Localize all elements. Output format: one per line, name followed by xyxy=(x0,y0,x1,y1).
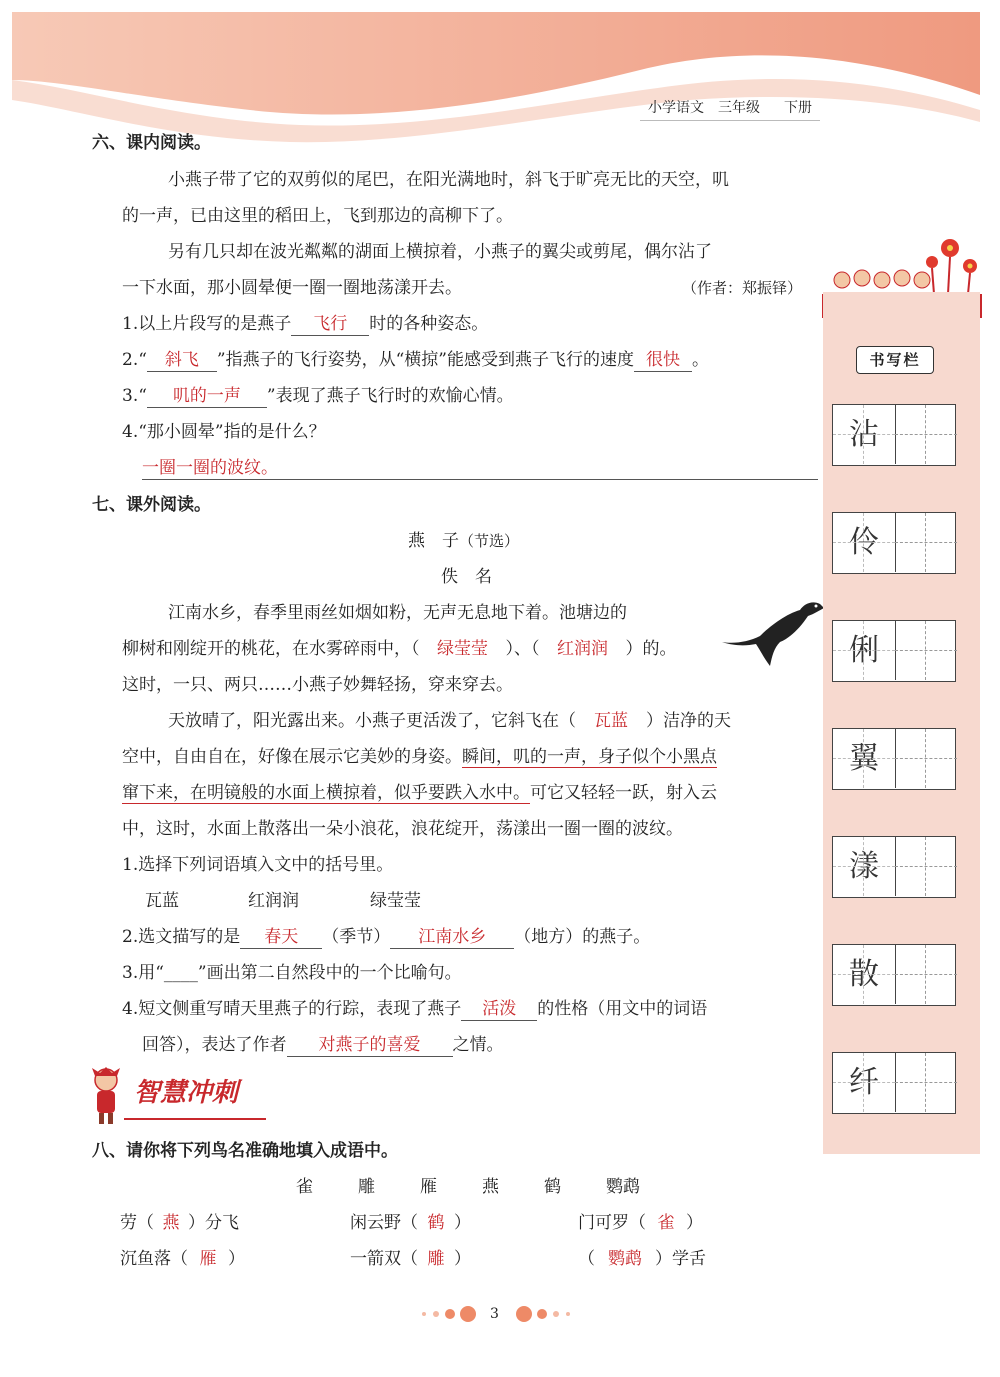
writing-char: 翼 xyxy=(833,729,896,788)
section6-q2 xyxy=(122,348,709,372)
story-p2a-post: ）洁净的天 xyxy=(646,711,731,731)
writing-cell-4[interactable] xyxy=(832,728,956,790)
q2-answer-1[interactable]: 斜飞 xyxy=(147,349,217,372)
section6-p1a: 小燕子带了它的双剪似的尾巴，在阳光满地时，斜飞于旷亮无比的天空，叽 xyxy=(168,170,729,190)
writing-cell-1[interactable] xyxy=(832,404,956,466)
idiom-3-post: ） xyxy=(686,1213,703,1233)
idiom-2 xyxy=(350,1211,471,1235)
story-p1b-post: ）的。 xyxy=(625,639,677,659)
idiom-5-post: ） xyxy=(454,1249,471,1269)
q2-text-post: 。 xyxy=(692,350,709,370)
word-option-3: 绿莹莹 xyxy=(370,891,421,911)
story-p1b xyxy=(122,637,677,661)
writing-column-label: 书写栏 xyxy=(856,346,934,374)
writing-char: 伶 xyxy=(833,513,896,572)
idiom-2-post: ） xyxy=(454,1213,471,1233)
q2-text: 2.“ xyxy=(122,350,147,370)
header-volume: 下册 xyxy=(784,100,812,116)
story-p2d: 中，这时，水面上散落出一朵小浪花，浪花绽开，荡漾出一圈一圈的波纹。 xyxy=(122,819,683,839)
section6-p2b: 一下水面，那小圆晕便一圈一圈地荡漾开去。 xyxy=(122,278,462,298)
q1-text-post: 时的各种姿态。 xyxy=(369,314,489,334)
story-p1c: 这时，一只、两只……小燕子妙舞轻扬，穿来穿去。 xyxy=(122,675,513,695)
writing-char: 散 xyxy=(833,945,896,1004)
s7-q4b-post: 之情。 xyxy=(452,1035,504,1055)
simile-underline-1[interactable]: 瞬间，叽的一声，身子似个小黑点 xyxy=(462,747,717,767)
writing-cell-6[interactable] xyxy=(832,944,956,1006)
page-number: 3 xyxy=(490,1306,499,1322)
bird-6: 鹦鹉 xyxy=(606,1177,640,1197)
swallow-icon xyxy=(720,598,830,668)
banner-underline xyxy=(124,1118,266,1120)
idiom-4-answer[interactable]: 雁 xyxy=(199,1249,217,1269)
idiom-1 xyxy=(120,1211,239,1235)
bird-1: 雀 xyxy=(296,1177,313,1197)
story-author: 佚 名 xyxy=(441,567,492,587)
banner-title: 智慧冲刺 xyxy=(134,1078,239,1108)
idiom-3-answer[interactable]: 雀 xyxy=(657,1213,675,1233)
header-rule xyxy=(640,120,820,121)
s7-q4-text: 4.短文侧重写晴天里燕子的行踪，表现了燕子 xyxy=(122,999,462,1019)
s7-q4 xyxy=(122,997,707,1021)
idiom-3-pre: 门可罗（ xyxy=(578,1213,646,1233)
bird-2: 雕 xyxy=(358,1177,375,1197)
s7-q2-answer-1[interactable]: 春天 xyxy=(240,926,322,949)
section6-title: 六、课内阅读。 xyxy=(92,133,211,153)
s7-q2-post: （地方）的燕子。 xyxy=(514,927,651,947)
s7-q2-text: 2.选文描写的是 xyxy=(122,927,241,947)
story-p1b-text: 柳树和刚绽开的桃花，在水雾碎雨中，（ xyxy=(122,639,420,659)
q3-text-post: ”表现了燕子飞行时的欢愉心情。 xyxy=(266,386,514,406)
q3-text: 3.“ xyxy=(122,386,147,406)
page-dots-left xyxy=(418,1304,478,1324)
section6-q4: 4.“那小圆晕”指的是什么？ xyxy=(122,422,326,442)
story-p1a: 江南水乡，春季里雨丝如烟如粉，无声无息地下着。池塘边的 xyxy=(168,603,627,623)
section7-title: 七、课外阅读。 xyxy=(92,495,211,515)
section6-q3 xyxy=(122,384,514,408)
q1-answer[interactable]: 飞行 xyxy=(291,313,369,336)
story-p2b xyxy=(122,745,717,769)
idiom-6-pre: （ xyxy=(578,1249,595,1269)
bird-3: 雁 xyxy=(420,1177,437,1197)
q2-text-mid: ”指燕子的飞行姿势，从“横掠”能感受到燕子飞行的速度 xyxy=(216,350,634,370)
s7-q2 xyxy=(122,925,650,949)
q3-answer[interactable]: 叽的一声 xyxy=(147,385,267,408)
story-answer-2[interactable]: 红润润 xyxy=(557,639,608,659)
idiom-6-answer[interactable]: 鹦鹉 xyxy=(608,1249,642,1269)
writing-cell-3[interactable] xyxy=(832,620,956,682)
story-subtitle: （节选） xyxy=(459,532,520,550)
bird-5: 鹤 xyxy=(544,1177,561,1197)
writing-char: 纤 xyxy=(833,1053,896,1112)
section6-p1b: 的一声，已由这里的稻田上，飞到那边的高柳下了。 xyxy=(122,206,513,226)
writing-cell-7[interactable] xyxy=(832,1052,956,1114)
s7-q4-answer-2[interactable]: 对燕子的喜爱 xyxy=(287,1034,453,1057)
idiom-4-post: ） xyxy=(228,1249,245,1269)
writing-char: 俐 xyxy=(833,621,896,680)
story-p2b-text: 空中，自由自在，好像在展示它美妙的身姿。 xyxy=(122,747,462,767)
q2-answer-2[interactable]: 很快 xyxy=(634,349,692,372)
s7-q2-answer-2[interactable]: 江南水乡 xyxy=(390,926,514,949)
q1-text: 1.以上片段写的是燕子 xyxy=(122,314,292,334)
q4-answer[interactable]: 一圈一圈的波纹。 xyxy=(142,458,278,478)
story-answer-1[interactable]: 绿莹莹 xyxy=(437,639,488,659)
s7-q2-mid: （季节） xyxy=(322,927,391,947)
s7-q4b-text: 回答），表达了作者 xyxy=(142,1035,287,1055)
section6-q1 xyxy=(122,312,488,336)
idiom-4 xyxy=(120,1247,245,1271)
story-answer-3[interactable]: 瓦蓝 xyxy=(594,711,628,731)
q4-answer-line xyxy=(142,479,818,480)
story-p1b-mid: ）、（ xyxy=(505,639,540,659)
idiom-5-answer[interactable]: 雕 xyxy=(427,1249,445,1269)
section6-p2a: 另有几只却在波光粼粼的湖面上横掠着，小燕子的翼尖或剪尾，偶尔沾了 xyxy=(168,242,712,262)
idiom-5-pre: 一箭双（ xyxy=(350,1249,418,1269)
story-p2c xyxy=(122,781,717,805)
word-option-2: 红润润 xyxy=(248,891,299,911)
idiom-1-answer[interactable]: 燕 xyxy=(162,1213,180,1233)
bird-4: 燕 xyxy=(482,1177,499,1197)
story-p2a xyxy=(168,709,731,733)
s7-q4-answer-1[interactable]: 活泼 xyxy=(461,998,537,1021)
writing-cell-5[interactable] xyxy=(832,836,956,898)
story-title xyxy=(408,529,519,553)
s7-q4b xyxy=(142,1033,504,1057)
s7-q1: 1.选择下列词语填入文中的括号里。 xyxy=(122,855,394,875)
header-subject: 小学语文 xyxy=(648,100,704,116)
story-p2c-post: 可它又轻轻一跃，射入云 xyxy=(530,783,717,803)
idiom-5 xyxy=(350,1247,471,1271)
idiom-4-pre: 沉鱼落（ xyxy=(120,1249,188,1269)
s7-q3: 3.用“____”画出第二自然段中的一个比喻句。 xyxy=(122,963,462,983)
story-p2a-text: 天放晴了，阳光露出来。小燕子更活泼了，它斜飞在（ xyxy=(168,711,576,731)
section8-title: 八、请你将下列鸟名准确地填入成语中。 xyxy=(92,1141,398,1161)
idiom-2-answer[interactable]: 鹤 xyxy=(427,1213,445,1233)
idiom-2-pre: 闲云野（ xyxy=(350,1213,418,1233)
idiom-1-pre: 劳（ xyxy=(120,1213,154,1233)
writing-cell-2[interactable] xyxy=(832,512,956,574)
simile-underline-2[interactable]: 窜下来，在明镜般的水面上横掠着，似乎要跌入水中。 xyxy=(122,783,530,803)
s7-q4-post: 的性格（用文中的词语 xyxy=(537,999,708,1019)
idiom-6 xyxy=(578,1247,706,1271)
header-grade: 三年级 xyxy=(718,100,760,116)
idiom-3 xyxy=(578,1211,703,1235)
mascot-icon xyxy=(86,1066,126,1126)
idiom-6-post: ）学舌 xyxy=(655,1249,706,1269)
word-option-1: 瓦蓝 xyxy=(145,891,179,911)
section6-author: （作者：郑振铎） xyxy=(682,279,803,297)
writing-char: 沾 xyxy=(833,405,896,464)
story-title-text: 燕 子 xyxy=(408,531,459,551)
page-dots-right xyxy=(514,1304,574,1324)
idiom-1-post: ）分飞 xyxy=(188,1213,239,1233)
writing-char: 漾 xyxy=(833,837,896,896)
